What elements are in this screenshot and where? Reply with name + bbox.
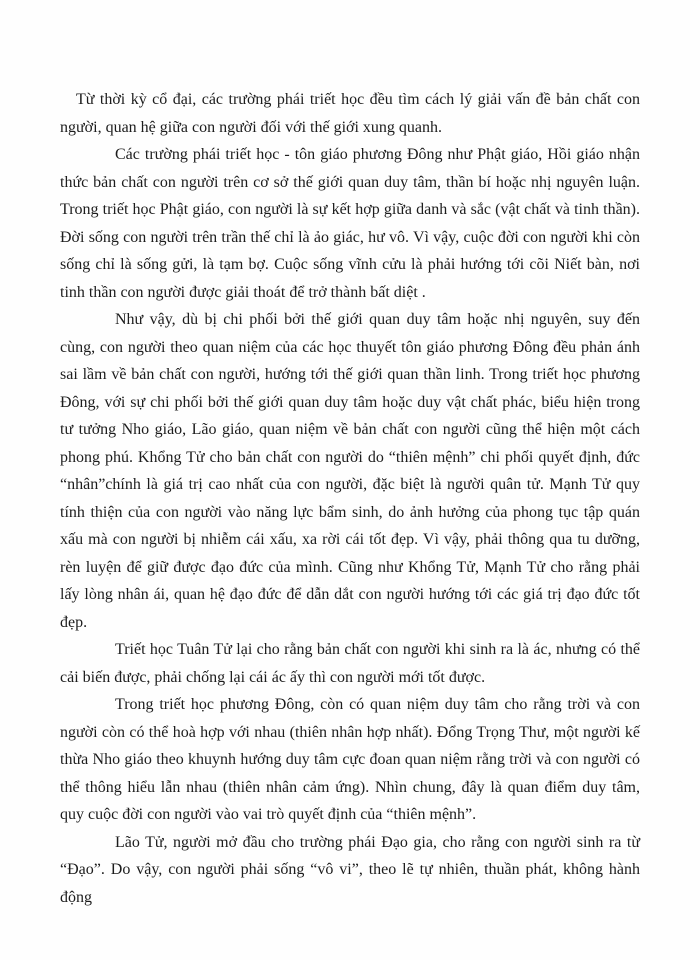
- para-intro: Từ thời kỳ cổ đại, các trường phái triết học đều tìm cách lý giải vấn đề bản chất con người, quan hệ giữa con người đối với thế giới xung quanh.: [60, 91, 640, 136]
- para-phat-giao: Các trường phái triết học - tôn giáo phương Đông như Phật giáo, Hồi giáo nhận thức bản chất con người trên cơ sở thế giới quan duy tâm, thần bí hoặc nhị nguyên luận. Trong triết học Phật giáo, con người là sự kết hợp giữa danh và sắc (vật chất và tinh thần). Đời sống con người trên trần thế chỉ là ảo giác, hư vô. Vì vậy, cuộc đời con người khi còn sống chỉ là sống gửi, là tạm bợ. Cuộc sống vĩnh cửu là phải hướng tới cõi Niết bàn, nơi tinh thần con người được giải thoát để trở thành bất diệt .: [60, 146, 640, 301]
- document-body: [60, 86, 640, 911]
- para-tuan-tu: Triết học Tuân Tử lại cho rằng bản chất con người khi sinh ra là ác, nhưng có thể cải biến được, phải chống lại cái ác ấy thì con người mới tốt được.: [60, 641, 640, 686]
- para-thien-nhan: Trong triết học phương Đông, còn có quan niệm duy tâm cho rằng trời và con người còn có thể hoà hợp với nhau (thiên nhân hợp nhất). Đổng Trọng Thư, một người kế thừa Nho giáo theo khuynh hướng duy tâm cực đoan quan niệm rằng trời và con người có thể thông hiểu lẫn nhau (thiên nhân cảm ứng). Nhìn chung, đây là quan điểm duy tâm, quy cuộc đời con người vào vai trò quyết định của “thiên mệnh”.: [60, 696, 640, 823]
- para-lao-tu: Lão Tử, người mở đầu cho trường phái Đạo gia, cho rằng con người sinh ra từ “Đạo”. Do vậy, con người phải sống “vô vi”, theo lẽ tự nhiên, thuần phát, không hành động: [60, 833, 640, 906]
- para-nho-giao: Như vậy, dù bị chi phối bởi thế giới quan duy tâm hoặc nhị nguyên, suy đến cùng, con người theo quan niệm của các học thuyết tôn giáo phương Đông đều phản ánh sai lầm về bản chất con người, hướng tới thế giới quan thần linh. Trong triết học phương Đông, với sự chi phối bởi thế giới quan duy tâm hoặc duy vật chất phác, biểu hiện trong tư tưởng Nho giáo, Lão giáo, quan niệm về bản chất con người cũng thể hiện một cách phong phú. Khổng Tử cho bản chất con người do “thiên mệnh” chi phối quyết định, đức “nhân”chính là giá trị cao nhất của con người, đặc biệt là người quân tử. Mạnh Tử quy tính thiện của con người vào năng lực bẩm sinh, do ảnh hưởng của phong tục tập quán xấu mà con người bị nhiễm cái xấu, xa rời cái tốt đẹp. Vì vậy, phải thông qua tu dưỡng, rèn luyện để giữ được đạo đức của mình. Cũng như Khổng Tử, Mạnh Tử cho rằng phải lấy lòng nhân ái, quan hệ đạo đức để dẫn dắt con người hướng tới các giá trị đạo đức tốt đẹp.: [60, 311, 640, 631]
